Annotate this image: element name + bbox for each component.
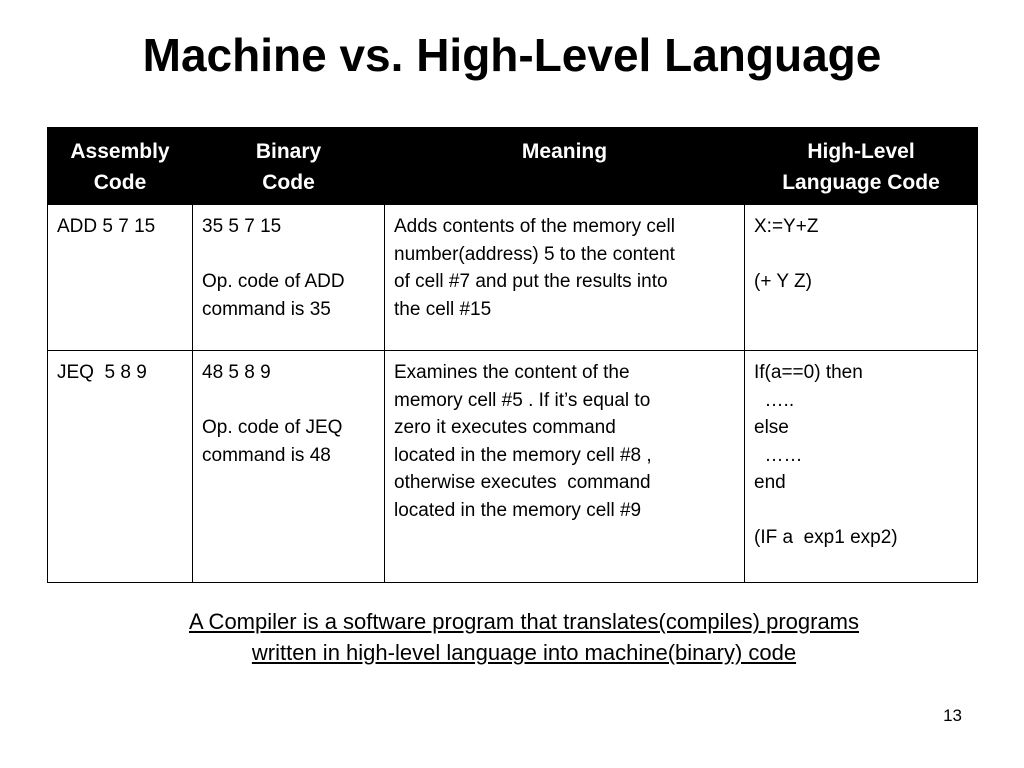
cell-meaning xyxy=(385,205,745,351)
code-line: (+ Y Z) xyxy=(754,271,812,292)
header-line: Binary xyxy=(255,140,322,163)
code-line: X:=Y+Z xyxy=(754,216,819,237)
binary-note: command is 48 xyxy=(202,444,331,466)
meaning-line: Adds contents of the memory cell xyxy=(394,216,675,237)
header-assembly-code xyxy=(48,128,193,205)
code-line: (IF a exp1 exp2) xyxy=(754,527,898,548)
table-row xyxy=(48,205,978,351)
meaning-line: of cell #7 and put the results into xyxy=(394,271,668,292)
header-meaning xyxy=(385,128,745,205)
cell-assembly xyxy=(48,205,193,351)
binary-note: Op. code of JEQ xyxy=(202,417,343,438)
header-line: Code xyxy=(262,171,315,194)
cell-assembly xyxy=(48,351,193,583)
code-line: If(a==0) then xyxy=(754,362,863,383)
cell-high-level xyxy=(745,205,978,351)
header-line: Code xyxy=(93,171,147,194)
slide-title: Machine vs. High-Level Language xyxy=(142,29,882,81)
header-line: High-Level xyxy=(807,140,915,163)
binary-value: 48 5 8 9 xyxy=(202,362,271,383)
header-high-level-code xyxy=(745,128,978,205)
cell-binary xyxy=(193,351,385,583)
comparison-table xyxy=(47,127,978,583)
code-line: else xyxy=(754,417,789,438)
meaning-line: Examines the content of the xyxy=(394,362,630,383)
compiler-definition xyxy=(0,606,1024,668)
meaning-line: located in the memory cell #9 xyxy=(394,499,642,521)
header-line: Assembly xyxy=(70,140,170,163)
binary-note: Op. code of ADD xyxy=(202,271,345,292)
code-line: …… xyxy=(754,444,803,466)
code-line: ….. xyxy=(754,389,795,411)
meaning-line: number(address) 5 to the content xyxy=(394,243,675,265)
cell-meaning xyxy=(385,351,745,583)
assembly-text: JEQ 5 8 9 xyxy=(57,362,147,383)
footnote-line: written in high-level language into machine(binary) code xyxy=(251,640,797,665)
binary-value: 35 5 7 15 xyxy=(202,216,282,237)
meaning-line: located in the memory cell #8 , xyxy=(394,444,652,466)
header-binary-code xyxy=(193,128,385,205)
meaning-line: otherwise executes command xyxy=(394,472,651,493)
header-line: Language Code xyxy=(782,171,940,194)
meaning-line: memory cell #5 . If it’s equal to xyxy=(394,389,651,411)
table-row xyxy=(48,351,978,583)
meaning-line: the cell #15 xyxy=(394,298,492,320)
code-line: end xyxy=(754,472,786,493)
cell-high-level xyxy=(745,351,978,583)
page-number: 13 xyxy=(943,706,962,725)
table-header-row xyxy=(48,128,978,205)
binary-note: command is 35 xyxy=(202,298,331,320)
header-line: Meaning xyxy=(521,140,608,163)
footnote-line: A Compiler is a software program that translates(compiles) programs xyxy=(188,609,860,634)
meaning-line: zero it executes command xyxy=(394,417,616,438)
cell-binary xyxy=(193,205,385,351)
assembly-text: ADD 5 7 15 xyxy=(57,216,156,237)
